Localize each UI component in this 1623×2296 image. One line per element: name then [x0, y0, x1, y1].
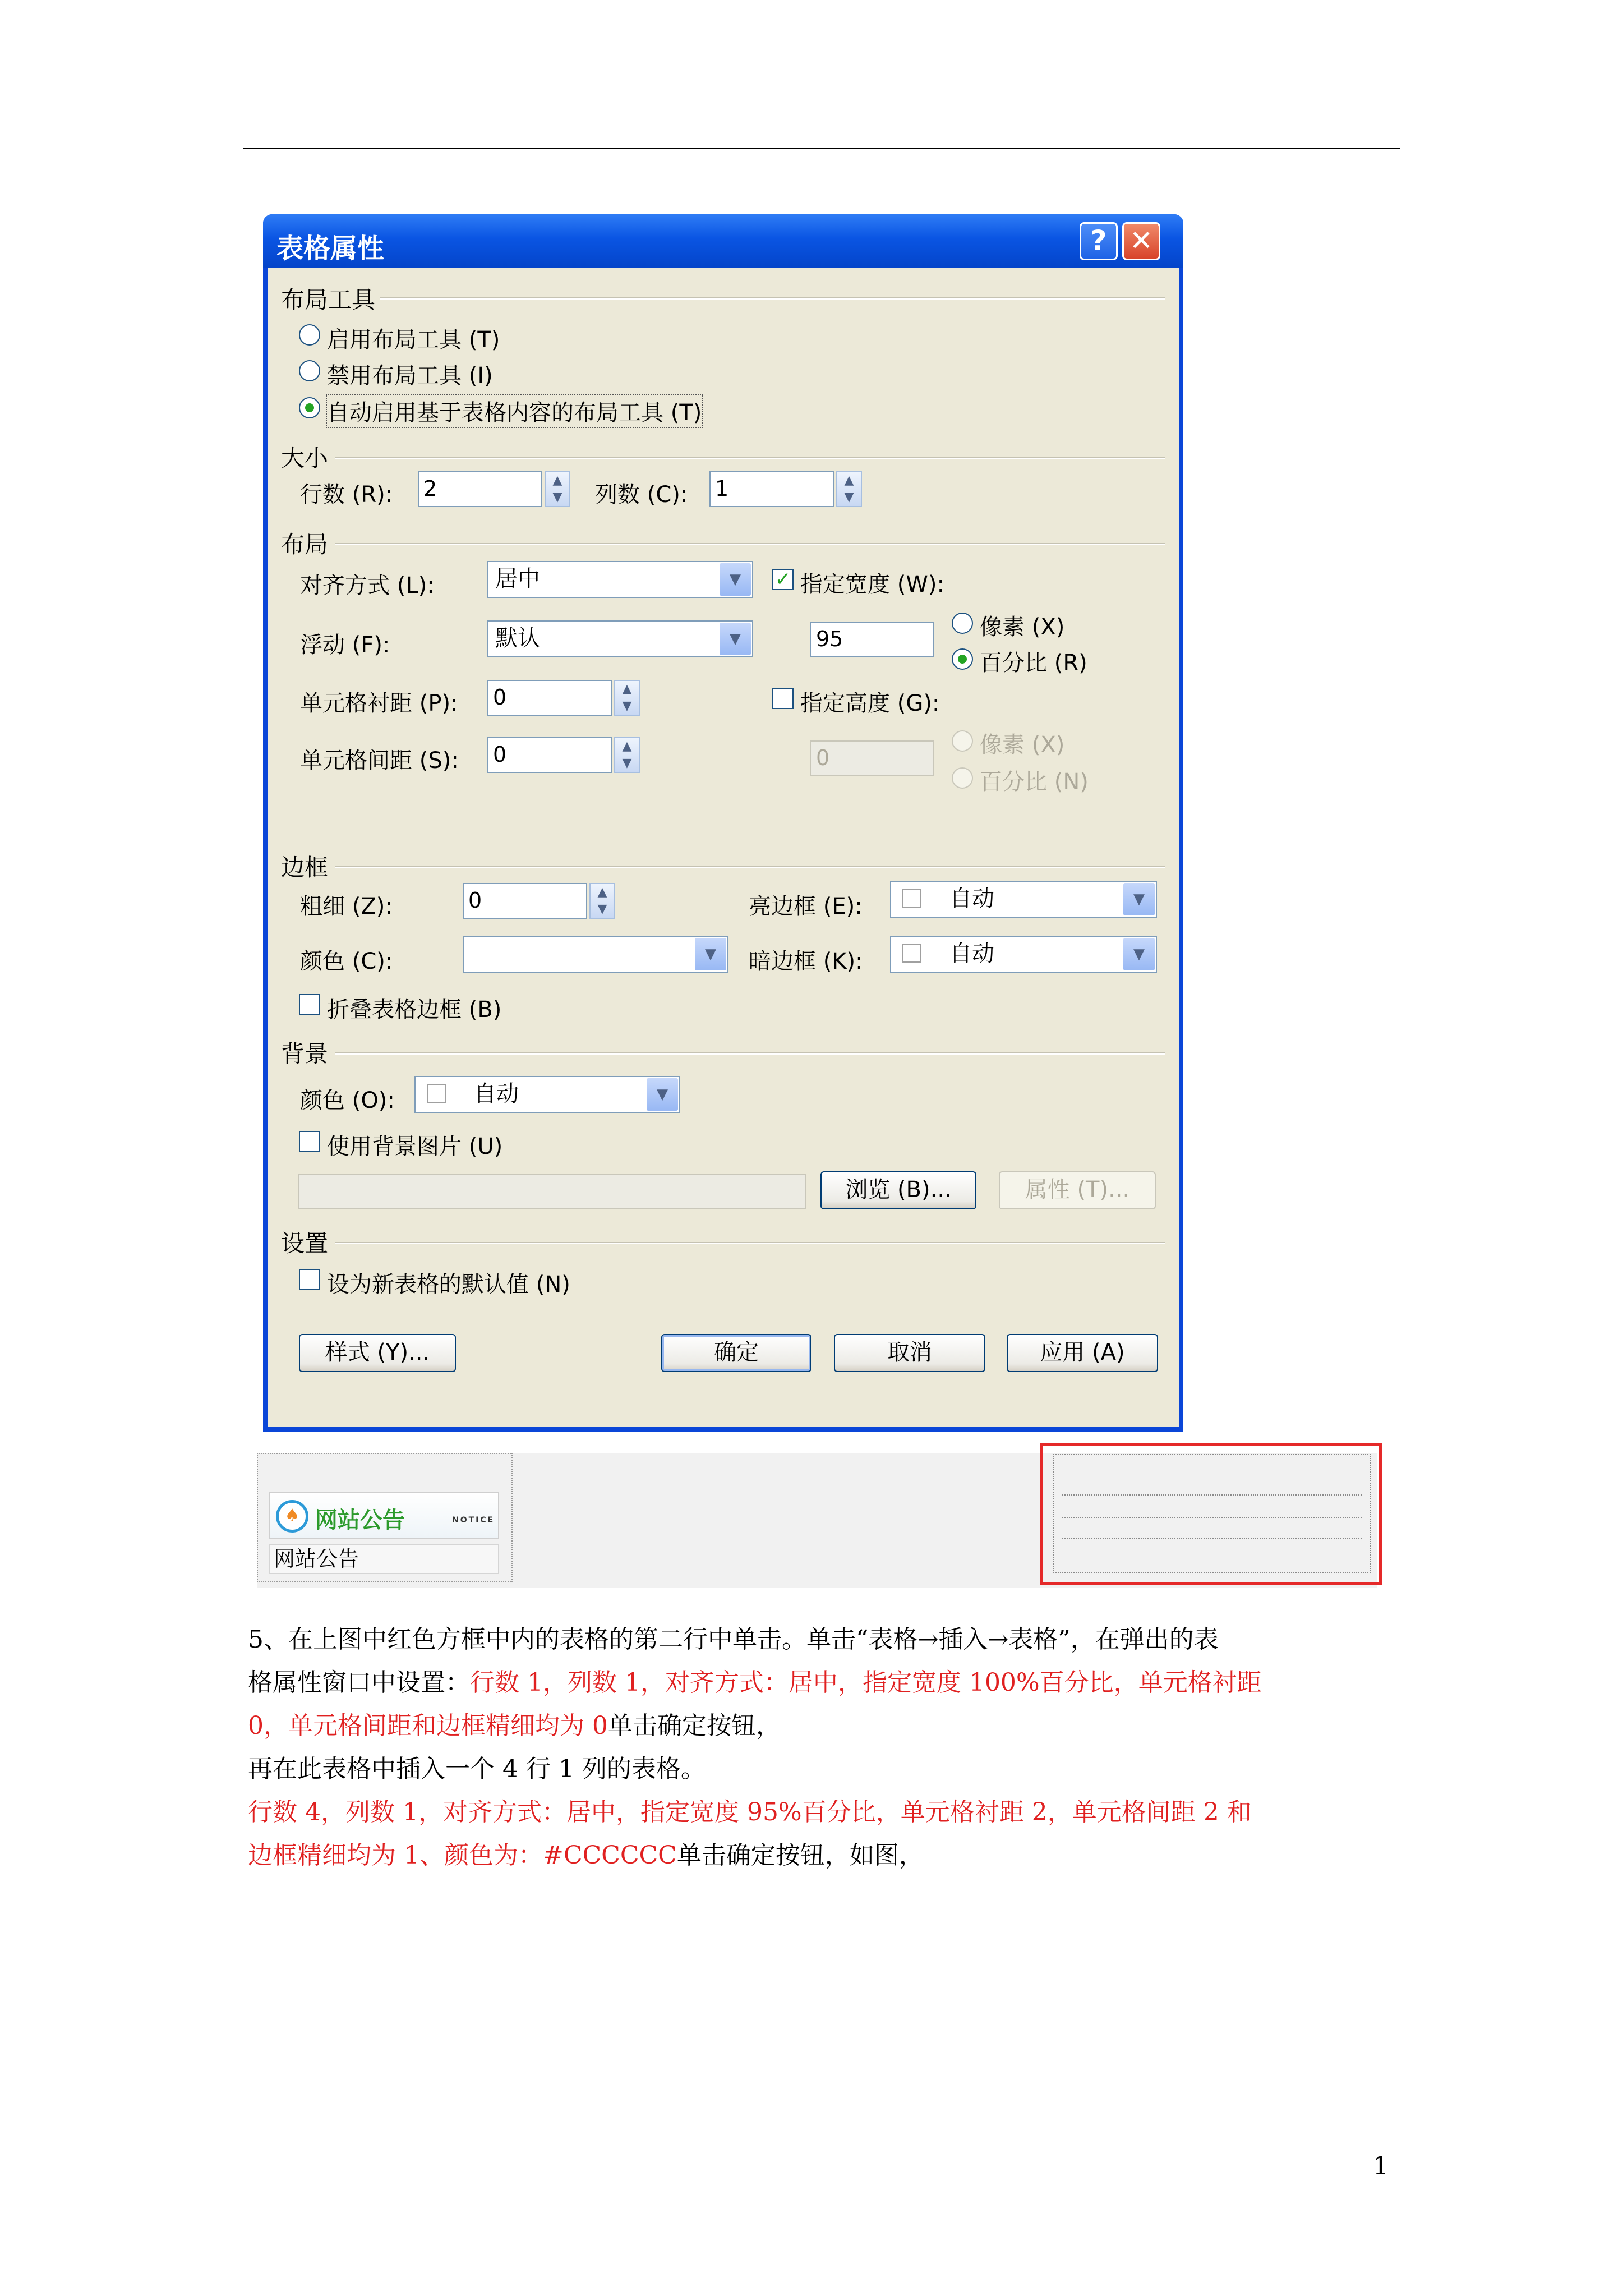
- dialog-title: 表格属性: [276, 233, 385, 264]
- color-swatch: [902, 889, 921, 908]
- height-percent-label: 百分比 (N): [980, 769, 1089, 795]
- notice-icon: ♠: [276, 1500, 308, 1533]
- step5-line2: [248, 1661, 1262, 1704]
- spin-up-icon: ▲: [622, 739, 632, 753]
- height-pixels-radio[interactable]: [952, 730, 973, 752]
- group-divider: [335, 543, 1165, 545]
- group-border: 边框: [281, 854, 329, 881]
- step5-line6: [248, 1834, 924, 1877]
- auto-layout-tools-radio[interactable]: [299, 397, 320, 418]
- bg-image-path-input[interactable]: [298, 1174, 806, 1209]
- border-color-select[interactable]: [463, 936, 728, 973]
- spin-down-icon: ▼: [597, 902, 607, 916]
- spin-down-icon: ▼: [552, 490, 562, 504]
- step5-line3: [248, 1704, 781, 1747]
- cols-spinner[interactable]: [836, 471, 862, 507]
- float-value: 默认: [495, 625, 540, 651]
- step5-line3-red: 0，单元格间距和边框精细均为 0: [248, 1711, 608, 1740]
- height-percent-radio[interactable]: [952, 767, 973, 789]
- step5-line2-red: 行数 1，列数 1，对齐方式：居中，指定宽度 100%百分比，单元格衬距: [470, 1668, 1262, 1697]
- cell-padding-input[interactable]: 0: [487, 680, 612, 716]
- close-icon: ✕: [1129, 224, 1153, 257]
- step5-line2-black: 格属性窗口中设置：: [248, 1668, 470, 1697]
- auto-layout-tools-label: 自动启用基于表格内容的布局工具 (T): [327, 395, 702, 427]
- chevron-down-icon[interactable]: ▼: [695, 938, 726, 970]
- image-properties-button[interactable]: 属性 (T)...: [999, 1171, 1156, 1209]
- page-number: 1: [1373, 2152, 1389, 2180]
- chevron-down-icon[interactable]: ▼: [720, 563, 751, 596]
- spin-up-icon: ▲: [844, 473, 854, 487]
- close-button[interactable]: [1122, 222, 1160, 260]
- step5-line3-black: 单击确定按钮，: [607, 1711, 781, 1740]
- width-percent-label: 百分比 (R): [980, 650, 1087, 676]
- width-pixels-label: 像素 (X): [980, 614, 1065, 640]
- align-label: 对齐方式 (L):: [300, 573, 435, 599]
- cell-spacing-spinner[interactable]: [614, 737, 640, 773]
- width-percent-radio[interactable]: [952, 648, 973, 670]
- color-swatch: [427, 1084, 446, 1103]
- chevron-down-icon[interactable]: ▼: [647, 1078, 678, 1111]
- chevron-down-icon[interactable]: ▼: [1123, 883, 1155, 915]
- group-layout-tools: 布局工具: [281, 286, 376, 314]
- cell-spacing-input[interactable]: 0: [487, 737, 612, 773]
- dark-border-value: 自动: [949, 941, 994, 967]
- spin-down-icon: ▼: [622, 756, 632, 770]
- float-select[interactable]: [487, 620, 753, 657]
- group-divider: [335, 1052, 1165, 1055]
- specify-height-checkbox[interactable]: [772, 688, 794, 709]
- dark-border-label: 暗边框 (K):: [749, 949, 863, 974]
- group-divider: [335, 1242, 1165, 1244]
- notice-row[interactable]: 网站公告: [269, 1544, 499, 1574]
- step5-line4: 再在此表格中插入一个 4 行 1 列的表格。: [248, 1755, 706, 1783]
- editor-design-view: [257, 1453, 1377, 1588]
- spin-down-icon: ▼: [622, 699, 632, 713]
- step5-line6-red: 边框精细均为 1、颜色为：#CCCCCC: [248, 1841, 677, 1870]
- enable-layout-tools-radio[interactable]: [299, 324, 320, 346]
- cols-label: 列数 (C):: [595, 482, 688, 508]
- specify-height-label: 指定高度 (G):: [800, 691, 940, 716]
- light-border-select[interactable]: [890, 881, 1157, 918]
- width-pixels-radio[interactable]: [952, 613, 973, 634]
- group-background: 背景: [281, 1040, 329, 1068]
- style-button[interactable]: 样式 (Y)...: [299, 1334, 456, 1372]
- align-value: 居中: [495, 566, 540, 592]
- enable-layout-tools-label: 启用布局工具 (T): [327, 327, 500, 353]
- group-layout: 布局: [281, 531, 329, 558]
- light-border-value: 自动: [949, 886, 994, 912]
- rows-spinner[interactable]: [545, 471, 570, 507]
- step5-line6-black: 单击确定按钮，如图，: [676, 1841, 924, 1870]
- width-input[interactable]: 95: [810, 622, 934, 657]
- help-icon: ?: [1090, 224, 1107, 257]
- bg-color-value: 自动: [474, 1081, 519, 1107]
- set-default-checkbox[interactable]: [299, 1269, 320, 1290]
- dialog-client: [268, 268, 1179, 1427]
- rows-input[interactable]: 2: [418, 471, 542, 507]
- height-pixels-label: 像素 (X): [980, 732, 1065, 758]
- highlight-red-box: [1040, 1443, 1382, 1585]
- align-select[interactable]: [487, 561, 753, 598]
- ok-button[interactable]: 确定: [661, 1334, 811, 1372]
- spin-up-icon: ▲: [622, 682, 632, 696]
- group-divider: [380, 297, 1165, 300]
- dialog-titlebar: [263, 214, 1183, 268]
- use-bg-image-checkbox[interactable]: [299, 1131, 320, 1152]
- step5-line1: 5、在上图中红色方框中内的表格的第二行中单击。单击“表格→插入→表格”，在弹出的表: [248, 1625, 1219, 1654]
- rows-label: 行数 (R):: [300, 482, 393, 508]
- help-button[interactable]: [1080, 222, 1118, 260]
- group-divider: [335, 866, 1165, 868]
- specify-width-checkbox[interactable]: ✓: [772, 569, 794, 590]
- group-divider: [335, 457, 1165, 459]
- spin-up-icon: ▲: [552, 473, 562, 487]
- header-rule: [243, 148, 1400, 149]
- spin-down-icon: ▼: [844, 490, 854, 504]
- apply-button[interactable]: 应用 (A): [1007, 1334, 1158, 1372]
- notice-banner: [269, 1492, 499, 1539]
- cell-spacing-label: 单元格间距 (S):: [300, 748, 459, 774]
- border-color-label: 颜色 (C):: [300, 949, 393, 974]
- left-table-cell[interactable]: [257, 1453, 513, 1582]
- disable-layout-tools-radio[interactable]: [299, 360, 320, 381]
- notice-en-label: NOTICE: [452, 1516, 495, 1525]
- height-input[interactable]: 0: [810, 740, 934, 776]
- bg-color-label: 颜色 (O):: [300, 1088, 395, 1114]
- collapse-border-label: 折叠表格边框 (B): [327, 997, 502, 1023]
- bg-color-select[interactable]: [414, 1076, 680, 1113]
- set-default-label: 设为新表格的默认值 (N): [327, 1272, 570, 1297]
- group-settings: 设置: [281, 1230, 329, 1257]
- light-border-label: 亮边框 (E):: [749, 894, 863, 919]
- cell-padding-spinner[interactable]: [614, 680, 640, 716]
- step5-line5: 行数 4，列数 1，对齐方式：居中，指定宽度 95%百分比，单元格衬距 2，单元格间距 2 和: [248, 1798, 1252, 1826]
- group-size: 大小: [281, 444, 329, 472]
- browse-button[interactable]: 浏览 (B)...: [820, 1171, 976, 1209]
- color-swatch: [902, 944, 921, 963]
- table-properties-dialog: [263, 214, 1183, 1432]
- collapse-border-checkbox[interactable]: [299, 994, 320, 1015]
- specify-width-label: 指定宽度 (W):: [800, 572, 944, 597]
- chevron-down-icon[interactable]: ▼: [720, 623, 751, 655]
- cols-input[interactable]: 1: [709, 471, 834, 507]
- use-bg-image-label: 使用背景图片 (U): [327, 1134, 503, 1159]
- dark-border-select[interactable]: [890, 936, 1157, 973]
- border-thickness-input[interactable]: 0: [463, 883, 587, 919]
- border-thickness-label: 粗细 (Z):: [300, 894, 393, 919]
- spin-up-icon: ▲: [597, 885, 607, 899]
- disable-layout-tools-label: 禁用布局工具 (I): [327, 363, 493, 389]
- float-label: 浮动 (F):: [300, 632, 390, 658]
- chevron-down-icon[interactable]: ▼: [1123, 938, 1155, 970]
- notice-title: 网站公告: [315, 1507, 405, 1533]
- cancel-button[interactable]: 取消: [834, 1334, 985, 1372]
- cell-padding-label: 单元格衬距 (P):: [300, 691, 458, 716]
- border-thickness-spinner[interactable]: [589, 883, 615, 919]
